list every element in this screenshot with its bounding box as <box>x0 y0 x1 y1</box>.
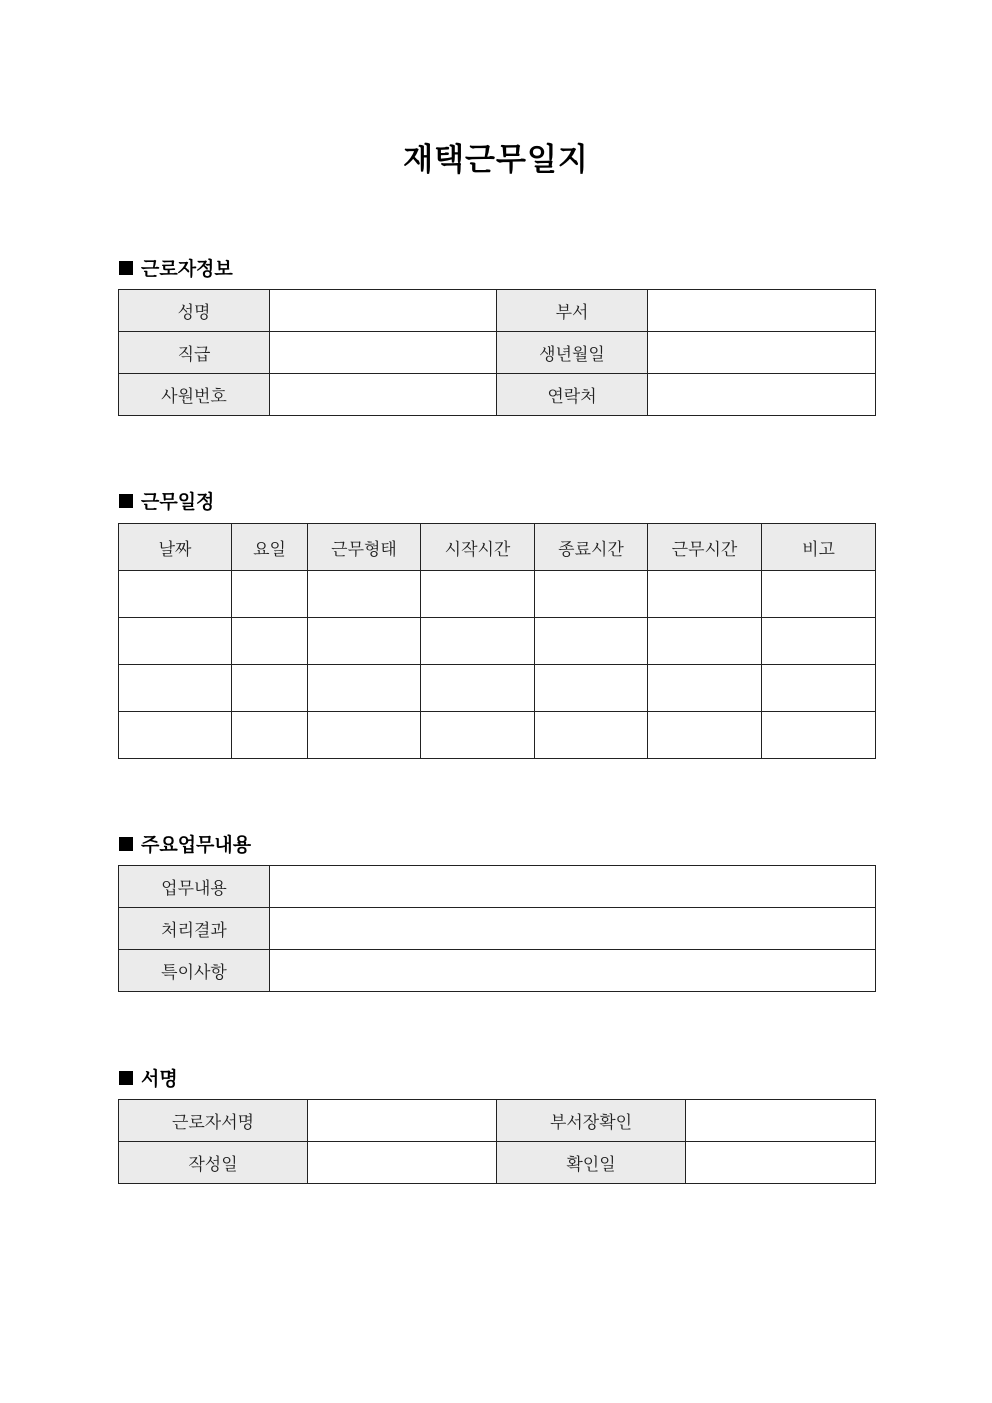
employee-id-field[interactable] <box>270 374 497 416</box>
label-cell: 부서장확인 <box>497 1100 686 1142</box>
table-cell[interactable] <box>535 618 648 665</box>
table-row <box>119 374 876 416</box>
table-cell[interactable] <box>535 712 648 759</box>
label-cell: 업무내용 <box>119 866 270 908</box>
label-cell: 확인일 <box>497 1142 686 1184</box>
label-cell: 근로자서명 <box>119 1100 308 1142</box>
square-bullet-icon <box>119 494 133 508</box>
table-row <box>119 866 876 908</box>
label-cell: 직급 <box>119 332 270 374</box>
table-row <box>119 908 876 950</box>
table-row <box>119 571 876 618</box>
square-bullet-icon <box>119 261 133 275</box>
work-result-field[interactable] <box>270 908 876 950</box>
table-cell[interactable] <box>535 665 648 712</box>
document-title: 재택근무일지 <box>403 142 589 178</box>
table-cell[interactable] <box>421 571 535 618</box>
birthdate-field[interactable] <box>648 332 876 374</box>
column-header: 시작시간 <box>421 524 535 571</box>
table-cell[interactable] <box>648 571 762 618</box>
label-cell: 생년월일 <box>497 332 648 374</box>
column-header: 종료시간 <box>535 524 648 571</box>
label-cell: 부서 <box>497 290 648 332</box>
table-row <box>119 1100 876 1142</box>
column-header: 요일 <box>232 524 308 571</box>
label-cell: 작성일 <box>119 1142 308 1184</box>
table-header-row <box>119 524 876 571</box>
table-row <box>119 950 876 992</box>
section-heading-worker-info <box>119 254 233 281</box>
schedule-table <box>118 523 876 759</box>
table-row <box>119 332 876 374</box>
department-field[interactable] <box>648 290 876 332</box>
position-field[interactable] <box>270 332 497 374</box>
table-cell[interactable] <box>308 571 421 618</box>
label-cell: 성명 <box>119 290 270 332</box>
table-cell[interactable] <box>762 665 876 712</box>
column-header: 날짜 <box>119 524 232 571</box>
square-bullet-icon <box>119 837 133 851</box>
table-row <box>119 665 876 712</box>
contact-field[interactable] <box>648 374 876 416</box>
table-cell[interactable] <box>308 712 421 759</box>
table-cell[interactable] <box>308 618 421 665</box>
table-cell[interactable] <box>421 665 535 712</box>
label-cell: 사원번호 <box>119 374 270 416</box>
column-header: 근무형태 <box>308 524 421 571</box>
table-cell[interactable] <box>232 712 308 759</box>
work-content-field[interactable] <box>270 866 876 908</box>
table-cell[interactable] <box>119 665 232 712</box>
table-row <box>119 618 876 665</box>
label-cell: 연락처 <box>497 374 648 416</box>
section-heading-schedule <box>119 487 214 514</box>
label-cell: 특이사항 <box>119 950 270 992</box>
table-cell[interactable] <box>648 712 762 759</box>
table-cell[interactable] <box>119 712 232 759</box>
section-heading-label: 근무일정 <box>141 491 215 513</box>
table-row <box>119 712 876 759</box>
table-row <box>119 290 876 332</box>
column-header: 근무시간 <box>648 524 762 571</box>
worker-signature-field[interactable] <box>308 1100 497 1142</box>
table-row <box>119 1142 876 1184</box>
table-cell[interactable] <box>232 665 308 712</box>
section-heading-label: 서명 <box>141 1068 178 1090</box>
table-cell[interactable] <box>648 665 762 712</box>
table-cell[interactable] <box>119 618 232 665</box>
label-cell: 처리결과 <box>119 908 270 950</box>
table-cell[interactable] <box>762 618 876 665</box>
square-bullet-icon <box>119 1071 133 1085</box>
table-cell[interactable] <box>421 618 535 665</box>
table-cell[interactable] <box>535 571 648 618</box>
table-cell[interactable] <box>119 571 232 618</box>
signature-table <box>118 1099 876 1184</box>
section-heading-signature <box>119 1064 178 1091</box>
table-cell[interactable] <box>762 712 876 759</box>
remarks-field[interactable] <box>270 950 876 992</box>
worker-info-table <box>118 289 876 416</box>
written-date-field[interactable] <box>308 1142 497 1184</box>
work-content-table <box>118 865 876 992</box>
table-cell[interactable] <box>232 618 308 665</box>
section-heading-work <box>119 830 251 857</box>
manager-confirm-field[interactable] <box>686 1100 876 1142</box>
table-cell[interactable] <box>232 571 308 618</box>
column-header: 비고 <box>762 524 876 571</box>
table-cell[interactable] <box>648 618 762 665</box>
table-cell[interactable] <box>421 712 535 759</box>
section-heading-label: 근로자정보 <box>141 258 233 280</box>
name-field[interactable] <box>270 290 497 332</box>
section-heading-label: 주요업무내용 <box>141 834 252 856</box>
table-cell[interactable] <box>762 571 876 618</box>
confirm-date-field[interactable] <box>686 1142 876 1184</box>
table-cell[interactable] <box>308 665 421 712</box>
